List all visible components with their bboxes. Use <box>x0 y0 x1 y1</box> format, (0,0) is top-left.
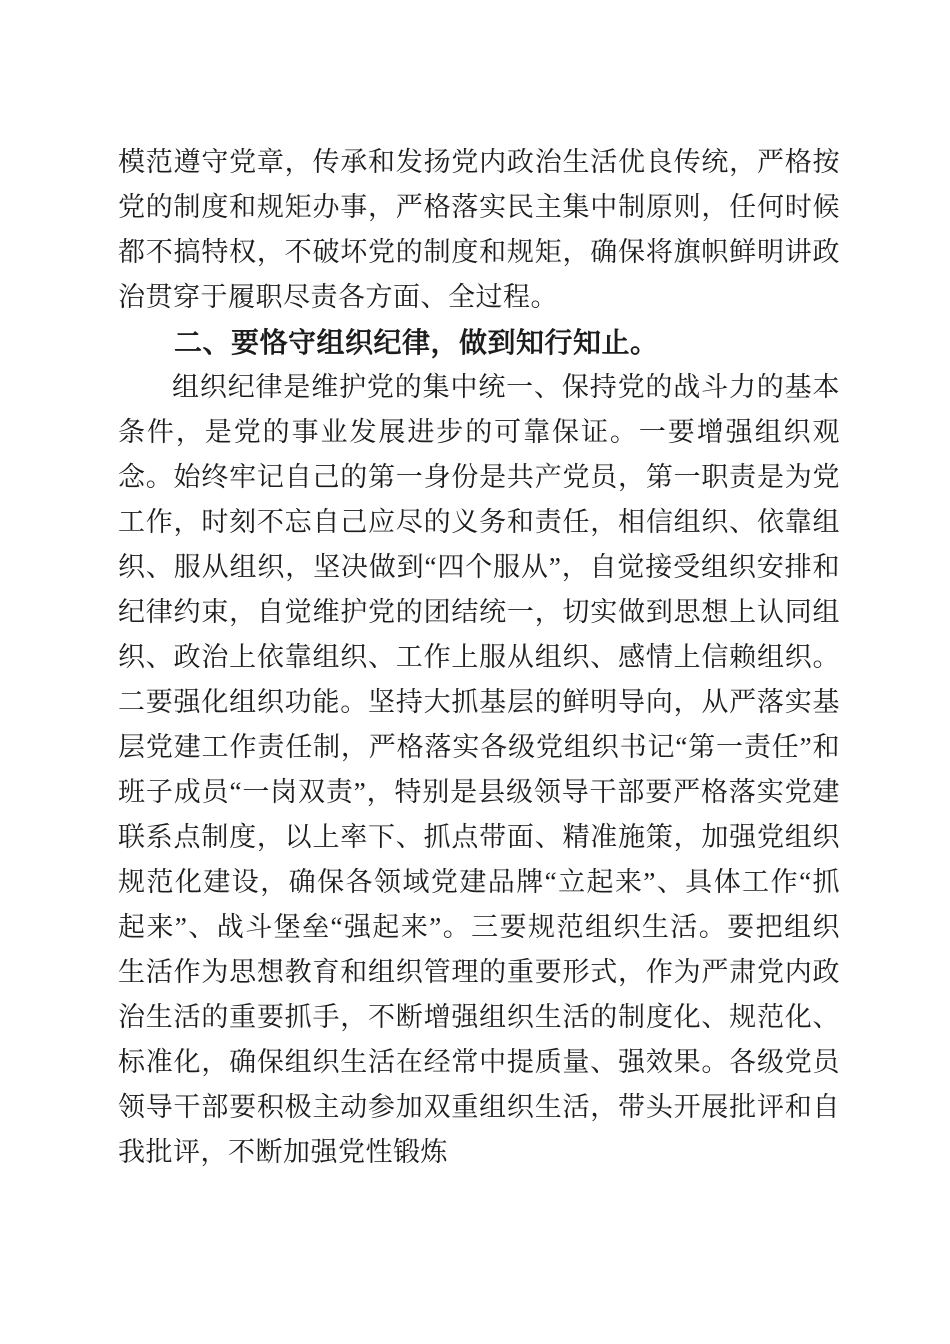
document-text-block <box>118 140 840 1175</box>
section-heading: 二、要恪守组织纪律，做到知行知止。 <box>174 327 659 358</box>
body-paragraph: 组织纪律是维护党的集中统一、保持党的战斗力的基本条件，是党的事业发展进步的可靠保证。一要增强组织观念。始终牢记自己的第一身份是共产党员，第一职责是为党工作，时刻不忘自己应尽的义务和责任，相信组织、依靠组织、服从组织，坚决做到“四个服从”，自觉接受组织安排和纪律约束，自觉维护党的团结统一，切实做到思想上认同组织、政治上依靠组织、工作上服从组织、感情上信赖组织。二要强化组织功能。坚持大抓基层的鲜明导向，从严落实基层党建工作责任制，严格落实各级党组织书记“第一责任”和班子成员“一岗双责”，特别是县级领导干部要严格落实党建联系点制度，以上率下、抓点带面、精准施策，加强党组织规范化建设，确保各领域党建品牌“立起来”、具体工作“抓起来”、战斗堡垒“强起来”。三要规范组织生活。要把组织生活作为思想教育和组织管理的重要形式，作为严肃党内政治生活的重要抓手，不断增强组织生活的制度化、规范化、标准化，确保组织生活在经常中提质量、强效果。各级党员领导干部要积极主动参加双重组织生活，带头开展批评和自我批评，不断加强党性锻炼 <box>118 372 840 1167</box>
body-paragraph: 模范遵守党章，传承和发扬党内政治生活优良传统，严格按党的制度和规矩办事，严格落实民主集中制原则，任何时候都不搞特权，不破坏党的制度和规矩，确保将旗帜鲜明讲政治贯穿于履职尽责各方面、全过程。 <box>118 147 840 312</box>
